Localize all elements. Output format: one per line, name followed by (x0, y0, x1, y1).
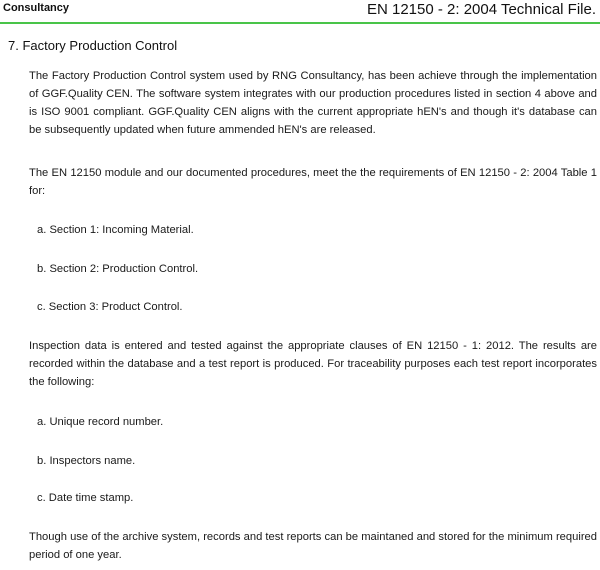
list-item: a. Unique record number. (37, 416, 164, 428)
company-name: Consultancy (3, 2, 70, 14)
document-title: EN 12150 - 2: 2004 Technical File. (366, 1, 596, 18)
page-header (0, 0, 600, 24)
list-item: c. Section 3: Product Control. (37, 301, 183, 313)
list-item: c. Date time stamp. (37, 492, 134, 504)
paragraph-inspection-data: Inspection data is entered and tested against the appropriate clauses of EN 12150 - 1: 2012. The results are recorded within the database and a test report is produced. For traceability purposes each test report incorporates the following: (29, 340, 597, 388)
list-item: a. Section 1: Incoming Material. (37, 224, 194, 236)
paragraph-requirements-intro: The EN 12150 module and our documented procedures, meet the the requirements of EN 12150 - 2: 2004 Table 1 for: (29, 167, 597, 197)
paragraph-fpc-system: The Factory Production Control system used by RNG Consultancy, has been achieve through the implementation of GGF.Quality CEN. The software system integrates with our production procedures listed in section 4 above and is ISO 9001 compliant. GGF.Quality CEN aligns with the current appropriate hEN's and though it's database can be subsequently updated when future ammended hEN's are released. (29, 70, 597, 136)
list-item: b. Section 2: Production Control. (37, 263, 199, 275)
list-item: b. Inspectors name. (37, 455, 136, 467)
paragraph-archive: Though use of the archive system, records and test reports can be maintaned and stored for the minimum required period of one year. (29, 531, 597, 561)
section-heading: 7. Factory Production Control (8, 38, 178, 53)
